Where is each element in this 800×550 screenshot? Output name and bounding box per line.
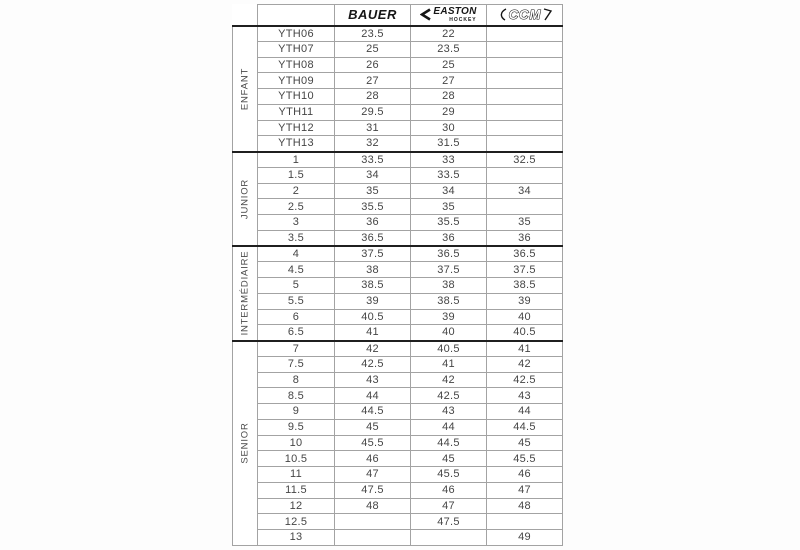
section-label-text: JUNIOR xyxy=(239,178,251,219)
easton-value-cell: 37.5 xyxy=(411,262,487,278)
section-label-enfant xyxy=(233,26,258,152)
size-cell: 11.5 xyxy=(258,482,335,498)
section-label-intermediaire xyxy=(233,246,258,341)
easton-value-cell: 39 xyxy=(411,309,487,325)
easton-value-cell: 41 xyxy=(411,356,487,372)
ccm-value-cell: 42 xyxy=(487,356,563,372)
easton-value-cell: 47.5 xyxy=(411,514,487,530)
ccm-value-cell: 40 xyxy=(487,309,563,325)
ccm-value-cell xyxy=(487,73,563,89)
ccm-left-swoosh-icon xyxy=(501,9,506,20)
size-cell: 1 xyxy=(258,152,335,168)
table-row xyxy=(233,514,563,530)
table-row xyxy=(233,167,563,183)
easton-logo-stack xyxy=(433,7,476,23)
bauer-value-cell: 33.5 xyxy=(335,152,411,168)
size-cell: 12 xyxy=(258,498,335,514)
ccm-value-cell: 43 xyxy=(487,388,563,404)
easton-value-cell xyxy=(411,530,487,546)
easton-value-cell: 27 xyxy=(411,73,487,89)
size-cell: YTH12 xyxy=(258,120,335,136)
easton-value-cell: 28 xyxy=(411,89,487,105)
easton-value-cell: 35.5 xyxy=(411,215,487,231)
size-cell: 9 xyxy=(258,404,335,420)
size-cell: 13 xyxy=(258,530,335,546)
easton-value-cell: 42.5 xyxy=(411,388,487,404)
size-cell: 7 xyxy=(258,341,335,357)
bauer-value-cell: 47.5 xyxy=(335,482,411,498)
table-body xyxy=(233,26,563,546)
bauer-value-cell: 39 xyxy=(335,293,411,309)
easton-value-cell: 46 xyxy=(411,482,487,498)
size-cell: YTH08 xyxy=(258,57,335,73)
table-row xyxy=(233,136,563,152)
bauer-value-cell: 36.5 xyxy=(335,230,411,246)
ccm-value-cell: 45.5 xyxy=(487,451,563,467)
easton-value-cell: 44 xyxy=(411,419,487,435)
size-cell: 6.5 xyxy=(258,325,335,341)
ccm-value-cell: 32.5 xyxy=(487,152,563,168)
easton-value-cell: 30 xyxy=(411,120,487,136)
bauer-value-cell: 44 xyxy=(335,388,411,404)
table-row xyxy=(233,467,563,483)
bauer-value-cell: 44.5 xyxy=(335,404,411,420)
bauer-logo-text: BAUER xyxy=(348,7,397,23)
table-row xyxy=(233,451,563,467)
table-row xyxy=(233,183,563,199)
ccm-right-swoosh-icon xyxy=(544,9,551,20)
ccm-value-cell xyxy=(487,136,563,152)
easton-value-cell: 34 xyxy=(411,183,487,199)
table-row xyxy=(233,530,563,546)
ccm-column-header xyxy=(487,5,563,26)
ccm-value-cell: 48 xyxy=(487,498,563,514)
ccm-logo xyxy=(487,6,562,23)
easton-chevron-icon xyxy=(420,8,431,21)
section-label-junior xyxy=(233,152,258,247)
ccm-value-cell xyxy=(487,167,563,183)
bauer-value-cell: 40.5 xyxy=(335,309,411,325)
bauer-value-cell: 26 xyxy=(335,57,411,73)
table-row xyxy=(233,419,563,435)
bauer-value-cell: 41 xyxy=(335,325,411,341)
bauer-value-cell: 45 xyxy=(335,419,411,435)
table-row xyxy=(233,388,563,404)
ccm-value-cell: 45 xyxy=(487,435,563,451)
table-row xyxy=(233,26,563,42)
table-row xyxy=(233,199,563,215)
ccm-value-cell xyxy=(487,120,563,136)
ccm-logo-text: CCM xyxy=(508,7,541,23)
ccm-value-cell: 35 xyxy=(487,215,563,231)
ccm-value-cell: 34 xyxy=(487,183,563,199)
bauer-value-cell: 29.5 xyxy=(335,104,411,120)
bauer-value-cell: 31 xyxy=(335,120,411,136)
size-cell: YTH06 xyxy=(258,26,335,42)
ccm-value-cell xyxy=(487,514,563,530)
size-cell: YTH09 xyxy=(258,73,335,89)
size-cell: YTH10 xyxy=(258,89,335,105)
section-label-senior xyxy=(233,341,258,546)
size-cell: 7.5 xyxy=(258,356,335,372)
table-row xyxy=(233,372,563,388)
size-cell: 11 xyxy=(258,467,335,483)
section-label-text: ENFANT xyxy=(239,67,251,110)
easton-value-cell: 36.5 xyxy=(411,246,487,262)
easton-value-cell: 42 xyxy=(411,372,487,388)
table-row xyxy=(233,325,563,341)
size-cell: 4 xyxy=(258,246,335,262)
table-row xyxy=(233,230,563,246)
bauer-value-cell: 32 xyxy=(335,136,411,152)
easton-logo-subtext: HOCKEY xyxy=(449,16,477,23)
bauer-value-cell: 38.5 xyxy=(335,278,411,294)
easton-value-cell: 33.5 xyxy=(411,167,487,183)
bauer-value-cell: 23.5 xyxy=(335,26,411,42)
bauer-value-cell: 34 xyxy=(335,167,411,183)
easton-value-cell: 36 xyxy=(411,230,487,246)
bauer-value-cell xyxy=(335,514,411,530)
table-row xyxy=(233,482,563,498)
table-row xyxy=(233,498,563,514)
ccm-value-cell: 38.5 xyxy=(487,278,563,294)
bauer-value-cell: 38 xyxy=(335,262,411,278)
header-row xyxy=(233,5,563,26)
size-cell: 8.5 xyxy=(258,388,335,404)
table-row xyxy=(233,152,563,168)
table-row xyxy=(233,41,563,57)
bauer-value-cell: 35 xyxy=(335,183,411,199)
bauer-value-cell: 37.5 xyxy=(335,246,411,262)
table-row xyxy=(233,215,563,231)
ccm-value-cell xyxy=(487,26,563,42)
easton-value-cell: 40.5 xyxy=(411,341,487,357)
easton-value-cell: 45.5 xyxy=(411,467,487,483)
section-label-text: SENIOR xyxy=(239,422,251,464)
easton-value-cell: 44.5 xyxy=(411,435,487,451)
ccm-value-cell: 49 xyxy=(487,530,563,546)
ccm-value-cell xyxy=(487,89,563,105)
ccm-value-cell: 36 xyxy=(487,230,563,246)
ccm-value-cell xyxy=(487,199,563,215)
easton-value-cell: 31.5 xyxy=(411,136,487,152)
size-cell: YTH11 xyxy=(258,104,335,120)
table-row xyxy=(233,73,563,89)
bauer-value-cell: 47 xyxy=(335,467,411,483)
size-cell: 10.5 xyxy=(258,451,335,467)
easton-value-cell: 38 xyxy=(411,278,487,294)
bauer-value-cell: 27 xyxy=(335,73,411,89)
size-cell: YTH13 xyxy=(258,136,335,152)
bauer-value-cell: 48 xyxy=(335,498,411,514)
bauer-value-cell: 25 xyxy=(335,41,411,57)
easton-value-cell: 35 xyxy=(411,199,487,215)
table-row xyxy=(233,104,563,120)
bauer-value-cell: 35.5 xyxy=(335,199,411,215)
easton-value-cell: 45 xyxy=(411,451,487,467)
table-row xyxy=(233,356,563,372)
ccm-value-cell: 42.5 xyxy=(487,372,563,388)
table-row xyxy=(233,57,563,73)
bauer-value-cell: 46 xyxy=(335,451,411,467)
table-row xyxy=(233,309,563,325)
size-cell: 1.5 xyxy=(258,167,335,183)
ccm-value-cell: 46 xyxy=(487,467,563,483)
size-cell: 9.5 xyxy=(258,419,335,435)
ccm-value-cell xyxy=(487,57,563,73)
ccm-value-cell: 47 xyxy=(487,482,563,498)
size-cell: 4.5 xyxy=(258,262,335,278)
ccm-value-cell: 40.5 xyxy=(487,325,563,341)
ccm-value-cell xyxy=(487,41,563,57)
easton-value-cell: 25 xyxy=(411,57,487,73)
table-row xyxy=(233,404,563,420)
table-row xyxy=(233,120,563,136)
easton-value-cell: 23.5 xyxy=(411,41,487,57)
easton-column-header xyxy=(411,5,487,26)
easton-value-cell: 38.5 xyxy=(411,293,487,309)
table-row xyxy=(233,293,563,309)
table-row xyxy=(233,341,563,357)
ccm-value-cell: 44 xyxy=(487,404,563,420)
easton-value-cell: 47 xyxy=(411,498,487,514)
size-cell: YTH07 xyxy=(258,41,335,57)
easton-logo-text: EASTON xyxy=(433,5,477,17)
bauer-value-cell: 45.5 xyxy=(335,435,411,451)
ccm-value-cell: 37.5 xyxy=(487,262,563,278)
size-cell: 3.5 xyxy=(258,230,335,246)
easton-value-cell: 22 xyxy=(411,26,487,42)
ccm-value-cell: 36.5 xyxy=(487,246,563,262)
bauer-value-cell: 42.5 xyxy=(335,356,411,372)
size-cell: 2.5 xyxy=(258,199,335,215)
bauer-logo xyxy=(335,7,410,22)
size-column-header xyxy=(258,5,335,26)
table-row xyxy=(233,246,563,262)
ccm-value-cell: 44.5 xyxy=(487,419,563,435)
size-cell: 10 xyxy=(258,435,335,451)
table-row xyxy=(233,278,563,294)
size-cell: 2 xyxy=(258,183,335,199)
table-row xyxy=(233,435,563,451)
easton-value-cell: 29 xyxy=(411,104,487,120)
size-cell: 5.5 xyxy=(258,293,335,309)
bauer-column-header xyxy=(335,5,411,26)
easton-value-cell: 33 xyxy=(411,152,487,168)
bauer-value-cell: 28 xyxy=(335,89,411,105)
bauer-value-cell xyxy=(335,530,411,546)
size-cell: 8 xyxy=(258,372,335,388)
table-row xyxy=(233,89,563,105)
easton-value-cell: 40 xyxy=(411,325,487,341)
size-cell: 12.5 xyxy=(258,514,335,530)
ccm-value-cell: 39 xyxy=(487,293,563,309)
easton-logo xyxy=(411,7,486,23)
size-cell: 3 xyxy=(258,215,335,231)
bauer-value-cell: 42 xyxy=(335,341,411,357)
ccm-value-cell: 41 xyxy=(487,341,563,357)
header-corner-spacer xyxy=(233,5,258,26)
skate-size-table xyxy=(232,4,563,546)
table-row xyxy=(233,262,563,278)
bauer-value-cell: 36 xyxy=(335,215,411,231)
section-label-text: INTERMÉDIAIRE xyxy=(239,250,251,336)
easton-value-cell: 43 xyxy=(411,404,487,420)
size-cell: 6 xyxy=(258,309,335,325)
ccm-value-cell xyxy=(487,104,563,120)
size-cell: 5 xyxy=(258,278,335,294)
bauer-value-cell: 43 xyxy=(335,372,411,388)
